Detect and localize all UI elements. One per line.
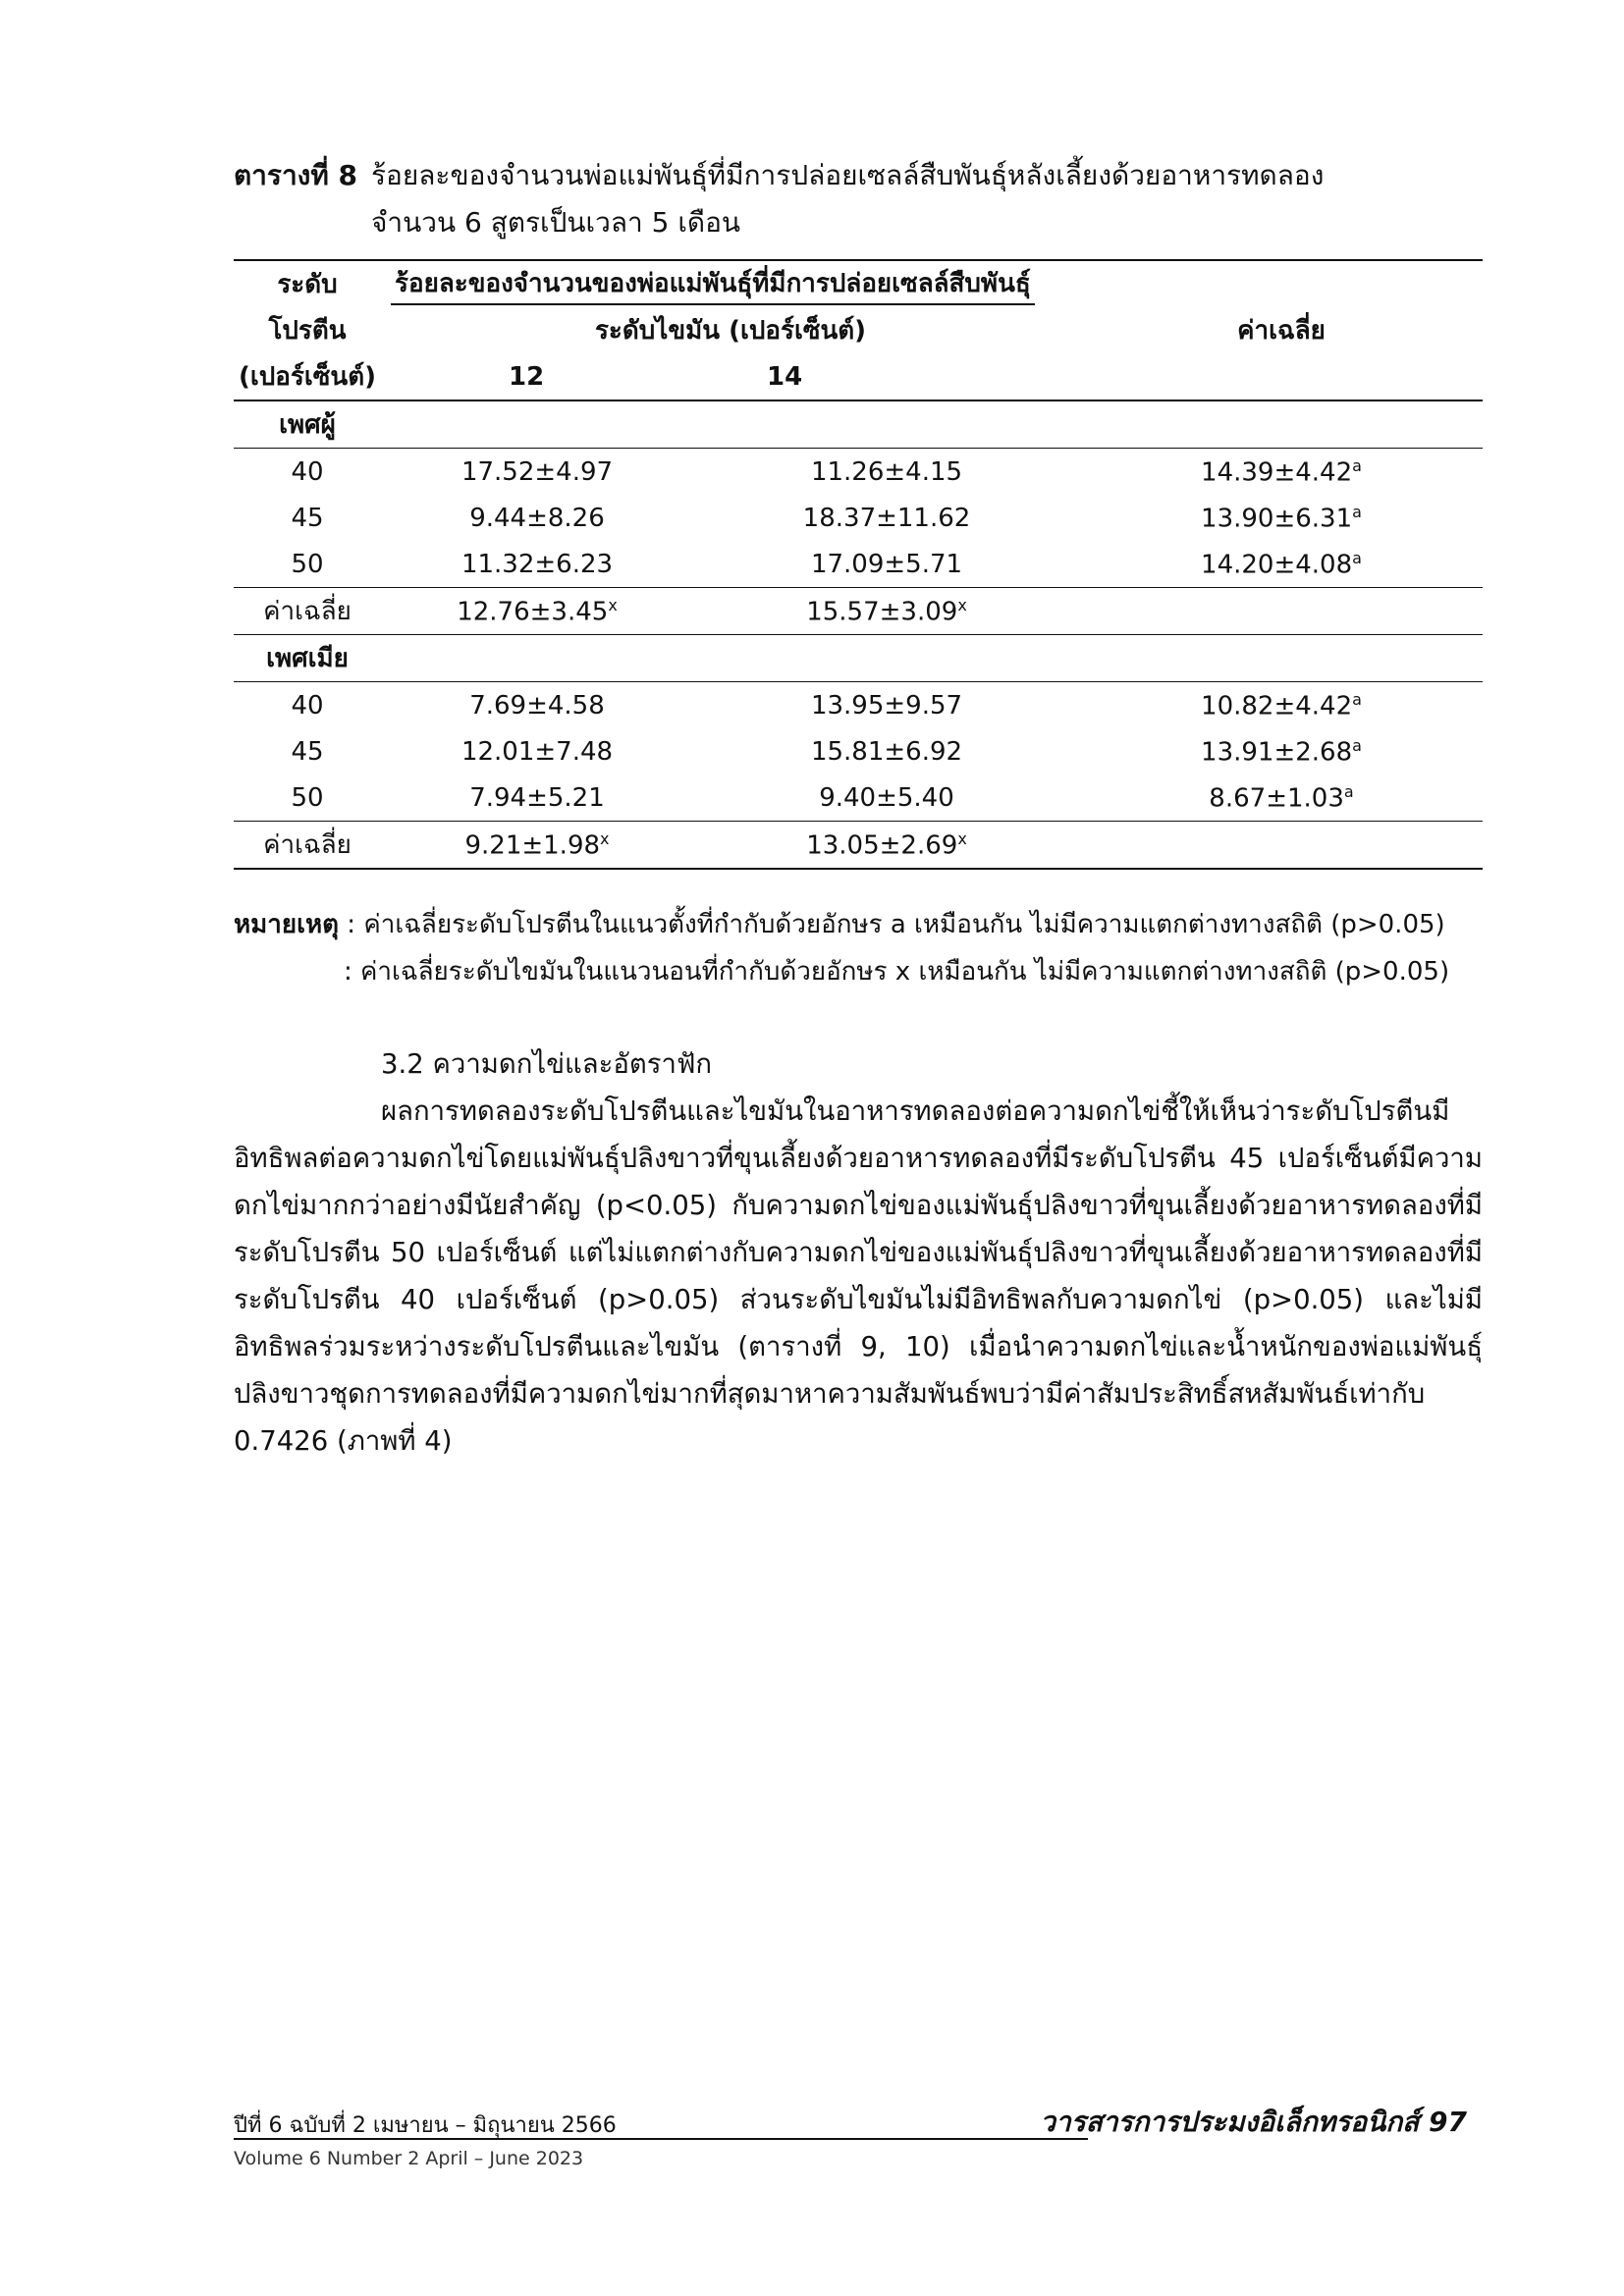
section-heading: 3.2 ความดกไข่และอัตราฟัก: [381, 1048, 713, 1080]
table-notes: [234, 901, 1510, 995]
notes-label: หมายเหตุ: [234, 910, 340, 939]
caption-line2: จำนวน 6 สูตรเป็นเวลา 5 เดือน: [371, 206, 741, 239]
table-row: 40 7.69±4.58 13.95±9.57 10.82±4.42$^a$: [234, 682, 1483, 729]
table-row: ค่าเฉลี่ย $12.76\pm 3.45^x$ $15.57\pm 3.09^x$: [234, 588, 1483, 635]
note-2: : ค่าเฉลี่ยระดับไขมันในแนวนอนที่กำกับด้วยอักษร x เหมือนกัน ไม่มีความแตกต่างทางสถิติ (p>0.05): [344, 957, 1450, 987]
caption-line1: ร้อยละของจำนวนพ่อแม่พันธุ์ที่มีการปล่อยเซลล์สืบพันธุ์หลังเลี้ยงด้วยอาหารทดลอง: [371, 159, 1325, 191]
male-label: เพศผู้: [279, 410, 336, 440]
table-row: 45 9.44±8.26 18.37±11.62 13.90±6.31$^a$: [291, 502, 1362, 534]
footer-journal: วารสารการประมงอิเล็กทรอนิกส์ 97: [1040, 2106, 1467, 2138]
table-row: 50 7.94±5.21 9.40±5.40 8.67±1.03$^a$: [291, 781, 1354, 814]
footer-issue-th: ปีที่ 6 ฉบับที่ 2 เมษายน – มิถุนายน 2566: [234, 2113, 617, 2138]
col0-line3: (เปอร์เซ็นต์): [239, 362, 376, 392]
results-table: [234, 259, 1483, 870]
section-body: [234, 1041, 1483, 1465]
avg-header: ค่าเฉลี่ย: [1237, 316, 1326, 346]
group-header: ร้อยละของจำนวนของพ่อแม่พันธุ์ที่มีการปล่อยเซลล์สืบพันธุ์: [391, 263, 1035, 305]
table-row: 45 12.01±7.48 15.81±6.92 13.91±2.68$^a$: [291, 735, 1362, 768]
table-row: 50 11.32±6.23 17.09±5.71 14.20±4.08$^a$: [291, 548, 1362, 580]
fat-header: ระดับไขมัน (เปอร์เซ็นต์): [594, 316, 867, 346]
female-label: เพศเมีย: [234, 635, 381, 682]
table-row: 40 17.52±4.97 11.26±4.15 14.39±4.42$^a$: [234, 449, 1483, 496]
fat12-header: 12: [509, 361, 545, 392]
col0-line1: ระดับ: [277, 270, 338, 299]
caption-label: ตารางที่ 8: [234, 159, 358, 191]
col0-line2: โปรตีน: [268, 316, 347, 346]
fat14-header: 14: [767, 361, 803, 392]
footer-rule: [234, 2138, 1088, 2140]
section-paragraph: ผลการทดลองระดับโปรตีนและไขมันในอาหารทดลองต่อความดกไข่ชี้ให้เห็นว่าระดับโปรตีนมีอิทธิพลต่อความดกไข่โดยแม่พันธุ์ปลิงขาวที่ขุนเลี้ยงด้วยอาหารทดลองที่มีระดับโปรตีน 45 เปอร์เซ็นต์มีความดกไข่มากกว่าอย่างมีนัยสำคัญ (p<0.05) กับความดกไข่ของแม่พันธุ์ปลิงขาวที่ขุนเลี้ยงด้วยอาหารทดลองที่มีระดับโปรตีน 50 เปอร์เซ็นต์ แต่ไม่แตกต่างกับความดกไข่ของแม่พันธุ์ปลิงขาวที่ขุนเลี้ยงด้วยอาหารทดลองที่มีระดับโปรตีน 40 เปอร์เซ็นต์ (p>0.05) ส่วนระดับไขมันไม่มีอิทธิพลกับความดกไข่ (p>0.05) และไม่มีอิทธิพลร่วมระหว่างระดับโปรตีนและไขมัน (ตารางที่ 9, 10) เมื่อนำความดกไข่และน้ำหนักของพ่อแม่พันธุ์ปลิงขาวชุดการทดลองที่มีความดกไข่มากที่สุดมาหาความสัมพันธ์พบว่ามีค่าสัมประสิทธิ์สหสัมพันธ์เท่ากับ 0.7426 (ภาพที่ 4): [234, 1095, 1483, 1457]
table-row: ค่าเฉลี่ย $9.21\pm 1.98^x$ $13.05\pm 2.69^x$: [234, 822, 1483, 870]
footer-issue-en: Volume 6 Number 2 April – June 2023: [234, 2148, 584, 2169]
table-caption: [234, 152, 1510, 246]
note-1: : ค่าเฉลี่ยระดับโปรตีนในแนวตั้งที่กำกับด้วยอักษร a เหมือนกัน ไม่มีความแตกต่างทางสถิติ (p>0.05): [339, 910, 1445, 939]
